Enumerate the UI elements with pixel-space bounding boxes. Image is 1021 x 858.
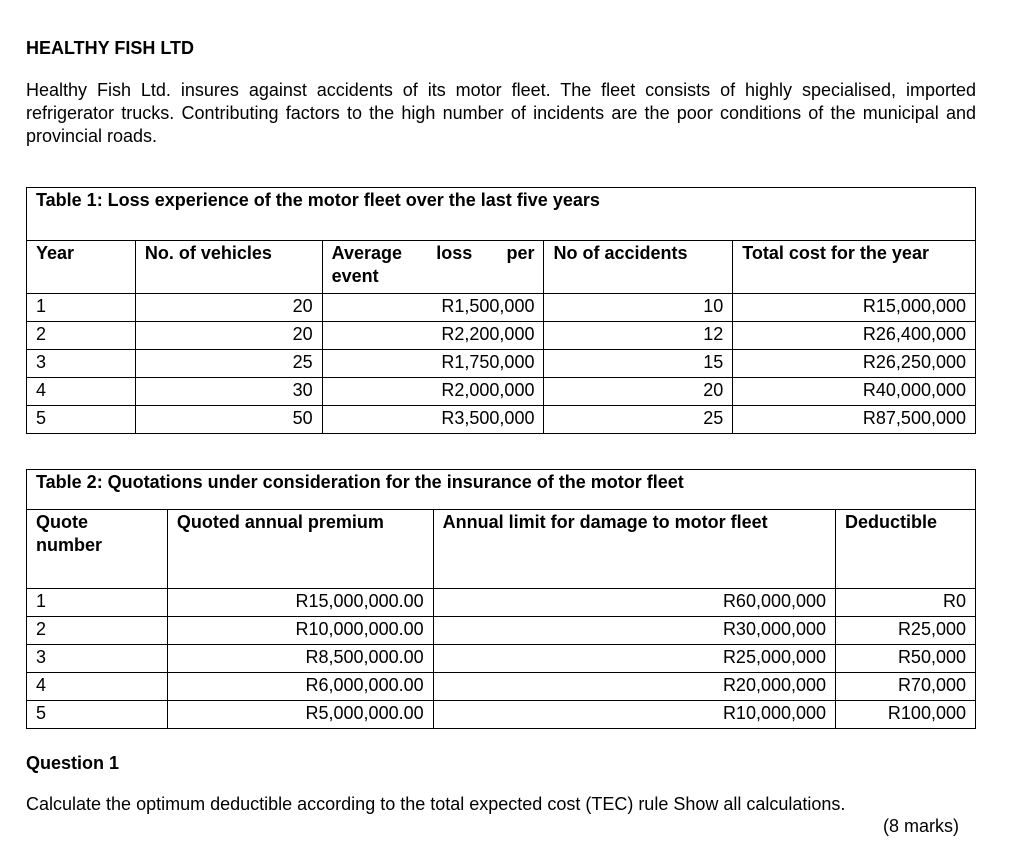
table-row xyxy=(27,406,976,434)
table-row xyxy=(27,589,976,617)
table2-cell-quote: 3 xyxy=(27,645,168,673)
table1-cell-average-loss: R1,750,000 xyxy=(322,350,544,378)
document-title: HEALTHY FISH LTD xyxy=(26,38,194,58)
table1-cell-accidents: 15 xyxy=(544,350,733,378)
table2-cell-quote: 2 xyxy=(27,617,168,645)
table2-cell-limit: R25,000,000 xyxy=(433,645,835,673)
table2-cell-deductible: R50,000 xyxy=(836,645,976,673)
table2-cell-premium: R10,000,000.00 xyxy=(167,617,433,645)
table1-caption: Table 1: Loss experience of the motor fleet over the last five years xyxy=(27,188,976,241)
table2-cell-deductible: R25,000 xyxy=(836,617,976,645)
table1-cell-year: 2 xyxy=(27,322,136,350)
table1-header-average-loss-word4: event xyxy=(331,266,379,286)
table2-header-quote-word2: number xyxy=(36,535,103,555)
question-text: Calculate the optimum deductible according to the total expected cost (TEC) rule Show all calculations. xyxy=(26,794,846,814)
table2-header-premium: Quoted annual premium xyxy=(167,510,433,589)
table1-header-vehicles: No. of vehicles xyxy=(135,241,322,294)
table2-cell-deductible: R100,000 xyxy=(836,701,976,729)
table-row xyxy=(27,350,976,378)
table2-cell-deductible: R70,000 xyxy=(836,673,976,701)
table2-cell-premium: R5,000,000.00 xyxy=(167,701,433,729)
table2-cell-premium: R15,000,000.00 xyxy=(167,589,433,617)
table2-cell-limit: R20,000,000 xyxy=(433,673,835,701)
table1-caption-row xyxy=(27,188,976,241)
table-row xyxy=(27,378,976,406)
table-row xyxy=(27,645,976,673)
table1-cell-year: 4 xyxy=(27,378,136,406)
table1-header-average-loss-word1: Average xyxy=(331,243,403,263)
intro-paragraph: Healthy Fish Ltd. insures against accidents of its motor fleet. The fleet consists of highly specialised, imported refrigerator trucks. Contributing factors to the high number of incidents are the poor conditions of the municipal and provincial roads. xyxy=(26,80,976,146)
table2-cell-quote: 1 xyxy=(27,589,168,617)
table2-caption: Table 2: Quotations under consideration for the insurance of the motor fleet xyxy=(27,470,976,510)
table1-cell-average-loss: R3,500,000 xyxy=(322,406,544,434)
table1-cell-total-cost: R26,400,000 xyxy=(733,322,976,350)
table1-cell-total-cost: R40,000,000 xyxy=(733,378,976,406)
table2-header-limit: Annual limit for damage to motor fleet xyxy=(433,510,835,589)
table1-cell-average-loss: R2,200,000 xyxy=(322,322,544,350)
table1-header-year: Year xyxy=(27,241,136,294)
table2-cell-premium: R8,500,000.00 xyxy=(167,645,433,673)
table2-cell-quote: 4 xyxy=(27,673,168,701)
table1-header-average-loss-word3: per xyxy=(506,243,535,263)
table1-cell-vehicles: 20 xyxy=(135,322,322,350)
table1-header-average-loss xyxy=(322,241,544,294)
table1-cell-accidents: 12 xyxy=(544,322,733,350)
question-marks: (8 marks) xyxy=(883,816,959,836)
table1-header-total-cost: Total cost for the year xyxy=(733,241,976,294)
table2-header-row xyxy=(27,510,976,589)
table2-cell-limit: R60,000,000 xyxy=(433,589,835,617)
table1-cell-total-cost: R87,500,000 xyxy=(733,406,976,434)
table1-header-average-loss-word2: loss xyxy=(436,243,473,263)
table1-header-row xyxy=(27,241,976,294)
table2-header-deductible: Deductible xyxy=(836,510,976,589)
table1-cell-accidents: 20 xyxy=(544,378,733,406)
table2-header-quote-word1: Quote xyxy=(36,512,88,532)
table1-cell-year: 5 xyxy=(27,406,136,434)
table1-cell-vehicles: 25 xyxy=(135,350,322,378)
table1-cell-accidents: 10 xyxy=(544,294,733,322)
table1-cell-vehicles: 50 xyxy=(135,406,322,434)
table-row xyxy=(27,294,976,322)
table2-header-quote-number xyxy=(27,510,168,589)
table1-header-accidents: No of accidents xyxy=(544,241,733,294)
table1-cell-total-cost: R26,250,000 xyxy=(733,350,976,378)
table2-cell-limit: R30,000,000 xyxy=(433,617,835,645)
table-row xyxy=(27,617,976,645)
table1-cell-accidents: 25 xyxy=(544,406,733,434)
quotations-table xyxy=(26,469,976,729)
table1-cell-total-cost: R15,000,000 xyxy=(733,294,976,322)
table2-caption-row xyxy=(27,470,976,510)
table1-cell-year: 3 xyxy=(27,350,136,378)
table2-cell-limit: R10,000,000 xyxy=(433,701,835,729)
table1-cell-vehicles: 20 xyxy=(135,294,322,322)
table2-cell-premium: R6,000,000.00 xyxy=(167,673,433,701)
table1-cell-vehicles: 30 xyxy=(135,378,322,406)
table-row xyxy=(27,673,976,701)
table-row xyxy=(27,322,976,350)
question-heading: Question 1 xyxy=(26,753,120,773)
table1-cell-average-loss: R1,500,000 xyxy=(322,294,544,322)
table2-cell-quote: 5 xyxy=(27,701,168,729)
table1-cell-average-loss: R2,000,000 xyxy=(322,378,544,406)
table-row xyxy=(27,701,976,729)
loss-experience-table xyxy=(26,187,976,434)
table2-cell-deductible: R0 xyxy=(836,589,976,617)
table1-cell-year: 1 xyxy=(27,294,136,322)
